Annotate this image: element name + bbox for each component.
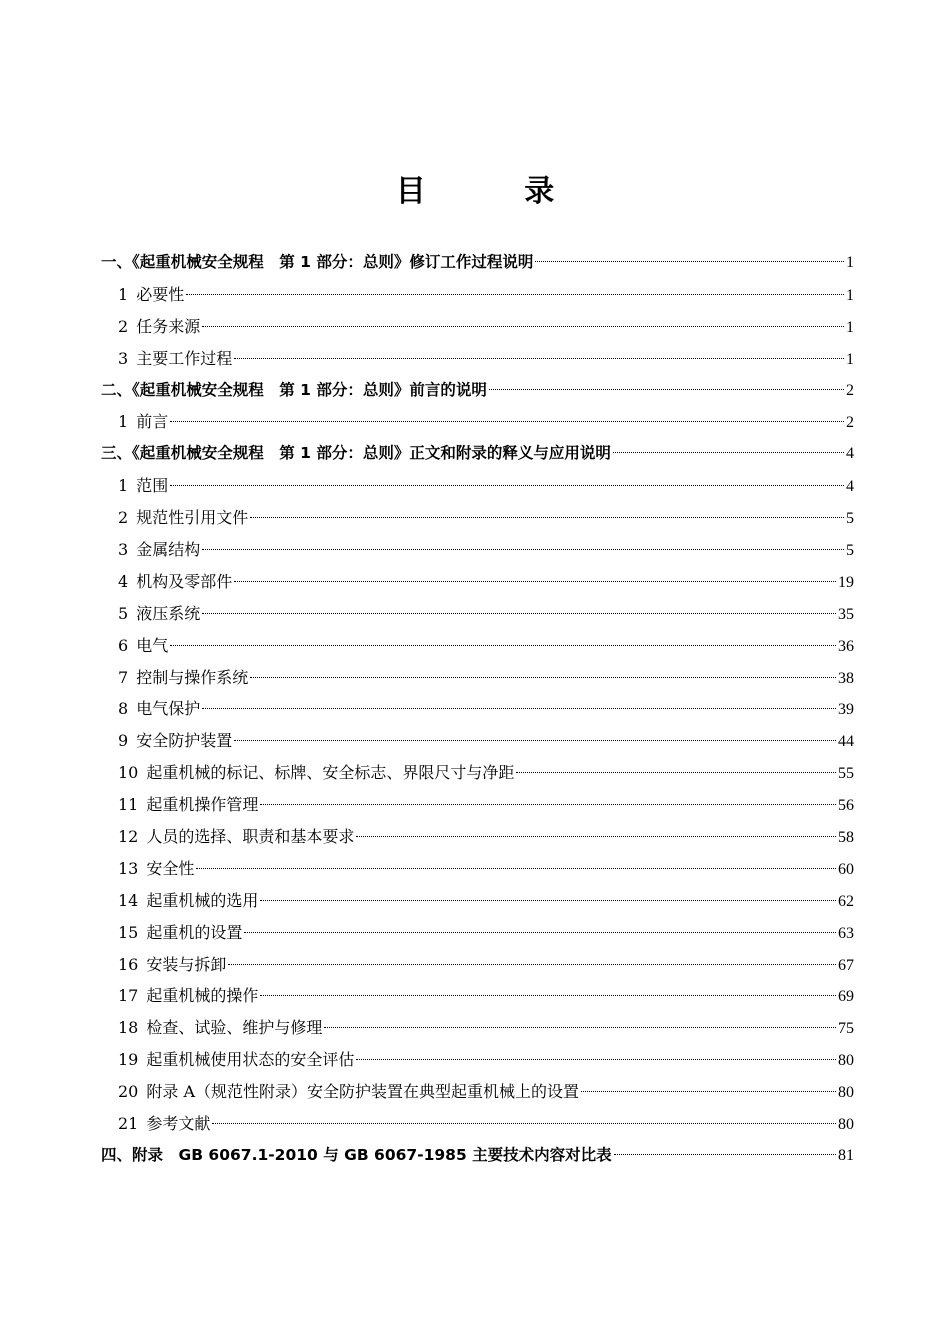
toc-entry-title xyxy=(118,662,248,694)
toc-page-number: 80 xyxy=(838,1084,854,1102)
toc-entry-title xyxy=(118,311,200,343)
toc-page-number: 35 xyxy=(838,605,854,623)
toc-entry-label: 一、《起重机械安全规程 第 1 部分：总则》修订工作过程说明 xyxy=(101,253,534,271)
toc-page-number: 39 xyxy=(838,701,854,719)
toc-page-number: 75 xyxy=(838,1020,854,1038)
toc-entry-number: 19 xyxy=(118,1050,139,1070)
dot-leader xyxy=(356,1059,836,1060)
toc-entry-number: 9 xyxy=(118,731,129,751)
toc-item-row[interactable] xyxy=(101,757,854,789)
dot-leader xyxy=(234,581,836,582)
toc-item-row[interactable] xyxy=(101,1044,854,1076)
toc-entry-number: 18 xyxy=(118,1018,139,1038)
toc-entry-number: 5 xyxy=(118,603,129,623)
toc-item-row[interactable] xyxy=(101,853,854,885)
dot-leader xyxy=(202,708,836,709)
toc-page-number: 80 xyxy=(838,1052,854,1070)
toc-entry-title xyxy=(118,630,168,662)
dot-leader xyxy=(170,421,844,422)
toc-entry-title xyxy=(118,949,226,981)
dot-leader xyxy=(244,932,836,933)
toc-entry-number: 12 xyxy=(118,827,139,847)
toc-page-number: 69 xyxy=(838,988,854,1006)
toc-item-row[interactable] xyxy=(101,1108,854,1140)
toc-page-number: 5 xyxy=(846,510,854,528)
toc-entry-title xyxy=(101,1140,612,1172)
toc-entry-label: 控制与操作系统 xyxy=(136,667,249,687)
toc-page-number: 19 xyxy=(838,573,854,591)
toc-entry-number: 16 xyxy=(118,954,139,974)
toc-entry-title xyxy=(118,980,258,1012)
dot-leader xyxy=(250,677,836,678)
toc-item-row[interactable] xyxy=(101,662,854,694)
toc-item-row[interactable] xyxy=(101,789,854,821)
toc-item-row[interactable] xyxy=(101,470,854,502)
dot-leader xyxy=(260,900,836,901)
toc-section-row[interactable] xyxy=(101,247,854,279)
toc-page-number: 63 xyxy=(838,924,854,942)
toc-entry-label: 安装与拆卸 xyxy=(146,954,227,974)
dot-leader xyxy=(613,452,844,453)
toc-entry-label: 参考文献 xyxy=(146,1114,211,1134)
toc-entry-label: 范围 xyxy=(136,476,169,496)
toc-item-row[interactable] xyxy=(101,821,854,853)
toc-item-row[interactable] xyxy=(101,693,854,725)
toc-page-number: 4 xyxy=(846,445,854,463)
toc-entry-label: 机构及零部件 xyxy=(136,571,233,591)
toc-item-row[interactable] xyxy=(101,980,854,1012)
toc-entry-number: 3 xyxy=(118,348,129,368)
toc-entry-label: 起重机的设置 xyxy=(146,922,243,942)
toc-entry-label: 前言 xyxy=(136,412,169,432)
toc-entry-label: 安全防护装置 xyxy=(136,731,233,751)
toc-entry-number: 13 xyxy=(118,858,139,878)
toc-page-number: 62 xyxy=(838,892,854,910)
dot-leader xyxy=(324,1027,836,1028)
toc-entry-title xyxy=(118,693,200,725)
dot-leader xyxy=(202,326,844,327)
toc-item-row[interactable] xyxy=(101,534,854,566)
toc-entry-label: 起重机械使用状态的安全评估 xyxy=(146,1050,355,1070)
toc-entry-number: 4 xyxy=(118,571,129,591)
dot-leader xyxy=(170,485,844,486)
toc-entry-label: 电气 xyxy=(136,635,169,655)
toc-entry-title xyxy=(118,725,232,757)
toc-page-number: 67 xyxy=(838,956,854,974)
toc-entry-number: 8 xyxy=(118,699,129,719)
toc-page-number: 5 xyxy=(846,542,854,560)
toc-entry-label: 附录 A（规范性附录）安全防护装置在典型起重机械上的设置 xyxy=(146,1082,580,1102)
toc-item-row[interactable] xyxy=(101,1012,854,1044)
toc-page-number: 1 xyxy=(846,286,854,304)
toc-page-number: 80 xyxy=(838,1116,854,1134)
dot-leader xyxy=(581,1091,836,1092)
toc-entry-title xyxy=(118,598,200,630)
dot-leader xyxy=(535,261,844,262)
toc-entry-title xyxy=(118,853,194,885)
toc-entry-number: 11 xyxy=(118,795,139,815)
toc-entry-number: 2 xyxy=(118,316,129,336)
toc-item-row[interactable] xyxy=(101,406,854,438)
toc-entry-number: 17 xyxy=(118,986,139,1006)
toc-entry-title xyxy=(118,821,354,853)
toc-entry-title xyxy=(118,1044,354,1076)
toc-page-number: 36 xyxy=(838,637,854,655)
dot-leader xyxy=(202,549,844,550)
dot-leader xyxy=(186,294,844,295)
toc-page-number: 1 xyxy=(846,350,854,368)
toc-entry-title xyxy=(118,917,242,949)
toc-page-number: 81 xyxy=(838,1146,854,1164)
toc-entry-title xyxy=(118,1076,579,1108)
dot-leader xyxy=(202,613,836,614)
dot-leader xyxy=(196,868,836,869)
dot-leader xyxy=(260,804,836,805)
toc-entry-number: 2 xyxy=(118,508,129,528)
dot-leader xyxy=(234,740,836,741)
table-of-contents xyxy=(101,247,854,1172)
toc-item-row[interactable] xyxy=(101,725,854,757)
toc-entry-title xyxy=(118,406,168,438)
dot-leader xyxy=(356,836,836,837)
dot-leader xyxy=(614,1154,836,1155)
toc-entry-title xyxy=(118,502,248,534)
page-title: 目 录 xyxy=(395,174,599,209)
toc-entry-label: 规范性引用文件 xyxy=(136,508,249,528)
toc-entry-label: 起重机械的标记、标牌、安全标志、界限尺寸与净距 xyxy=(146,763,515,783)
toc-page-number: 38 xyxy=(838,669,854,687)
dot-leader xyxy=(234,358,844,359)
dot-leader xyxy=(228,964,836,965)
toc-entry-label: 起重机操作管理 xyxy=(146,795,259,815)
toc-item-row[interactable] xyxy=(101,1076,854,1108)
toc-entry-title xyxy=(118,1108,210,1140)
toc-entry-label: 电气保护 xyxy=(136,699,201,719)
toc-entry-label: 主要工作过程 xyxy=(136,348,233,368)
dot-leader xyxy=(250,517,844,518)
toc-entry-label: 起重机械的操作 xyxy=(146,986,259,1006)
toc-entry-label: 安全性 xyxy=(146,858,195,878)
toc-section-row[interactable] xyxy=(101,375,854,407)
toc-entry-number: 14 xyxy=(118,890,139,910)
toc-item-row[interactable] xyxy=(101,502,854,534)
toc-page-number: 2 xyxy=(846,414,854,432)
dot-leader xyxy=(489,389,844,390)
toc-entry-title xyxy=(118,566,232,598)
toc-entry-title xyxy=(118,757,514,789)
toc-entry-label: 四、附录 GB 6067.1-2010 与 GB 6067-1985 主要技术内容对比表 xyxy=(101,1145,612,1164)
toc-entry-label: 必要性 xyxy=(136,284,185,304)
toc-entry-number: 20 xyxy=(118,1082,139,1102)
dot-leader xyxy=(170,645,836,646)
toc-entry-number: 7 xyxy=(118,667,129,687)
toc-item-row[interactable] xyxy=(101,949,854,981)
toc-page-number: 58 xyxy=(838,829,854,847)
toc-entry-label: 检查、试验、维护与修理 xyxy=(146,1018,323,1038)
toc-item-row[interactable] xyxy=(101,917,854,949)
toc-entry-title xyxy=(118,343,232,375)
toc-entry-label: 液压系统 xyxy=(136,603,201,623)
toc-entry-number: 10 xyxy=(118,763,139,783)
toc-page-number: 56 xyxy=(838,797,854,815)
toc-page-number: 60 xyxy=(838,860,854,878)
dot-leader xyxy=(260,995,836,996)
toc-entry-title xyxy=(118,534,200,566)
toc-page-number: 55 xyxy=(838,765,854,783)
toc-entry-label: 三、《起重机械安全规程 第 1 部分：总则》正文和附录的释义与应用说明 xyxy=(101,444,611,463)
toc-entry-title xyxy=(101,438,611,470)
toc-entry-label: 任务来源 xyxy=(136,316,201,336)
toc-entry-label: 二、《起重机械安全规程 第 1 部分：总则》前言的说明 xyxy=(101,380,487,399)
toc-entry-title xyxy=(118,789,258,821)
toc-entry-number: 3 xyxy=(118,540,129,560)
toc-item-row[interactable] xyxy=(101,566,854,598)
toc-entry-title xyxy=(118,279,184,311)
toc-page-number: 1 xyxy=(846,318,854,336)
toc-page-number: 44 xyxy=(838,733,854,751)
toc-section-row[interactable] xyxy=(101,438,854,470)
toc-item-row[interactable] xyxy=(101,598,854,630)
toc-entry-title xyxy=(118,1012,322,1044)
toc-page-number: 4 xyxy=(846,478,854,496)
toc-entry-title xyxy=(101,375,487,407)
dot-leader xyxy=(212,1123,836,1124)
toc-item-row[interactable] xyxy=(101,279,854,311)
toc-section-row[interactable] xyxy=(101,1140,854,1172)
toc-entry-number: 1 xyxy=(118,476,129,496)
toc-entry-title xyxy=(101,247,533,279)
toc-page-number: 1 xyxy=(846,254,854,271)
toc-item-row[interactable] xyxy=(101,343,854,375)
toc-entry-number: 6 xyxy=(118,635,129,655)
toc-item-row[interactable] xyxy=(101,311,854,343)
toc-entry-number: 15 xyxy=(118,922,139,942)
dot-leader xyxy=(516,772,836,773)
toc-page-number: 2 xyxy=(846,381,854,399)
toc-entry-number: 21 xyxy=(118,1114,139,1134)
toc-entry-label: 起重机械的选用 xyxy=(146,890,259,910)
toc-entry-number: 1 xyxy=(118,284,129,304)
toc-entry-title xyxy=(118,470,168,502)
toc-entry-number: 1 xyxy=(118,412,129,432)
toc-entry-label: 金属结构 xyxy=(136,540,201,560)
toc-entry-label: 人员的选择、职责和基本要求 xyxy=(146,827,355,847)
toc-item-row[interactable] xyxy=(101,885,854,917)
toc-item-row[interactable] xyxy=(101,630,854,662)
toc-entry-title xyxy=(118,885,258,917)
